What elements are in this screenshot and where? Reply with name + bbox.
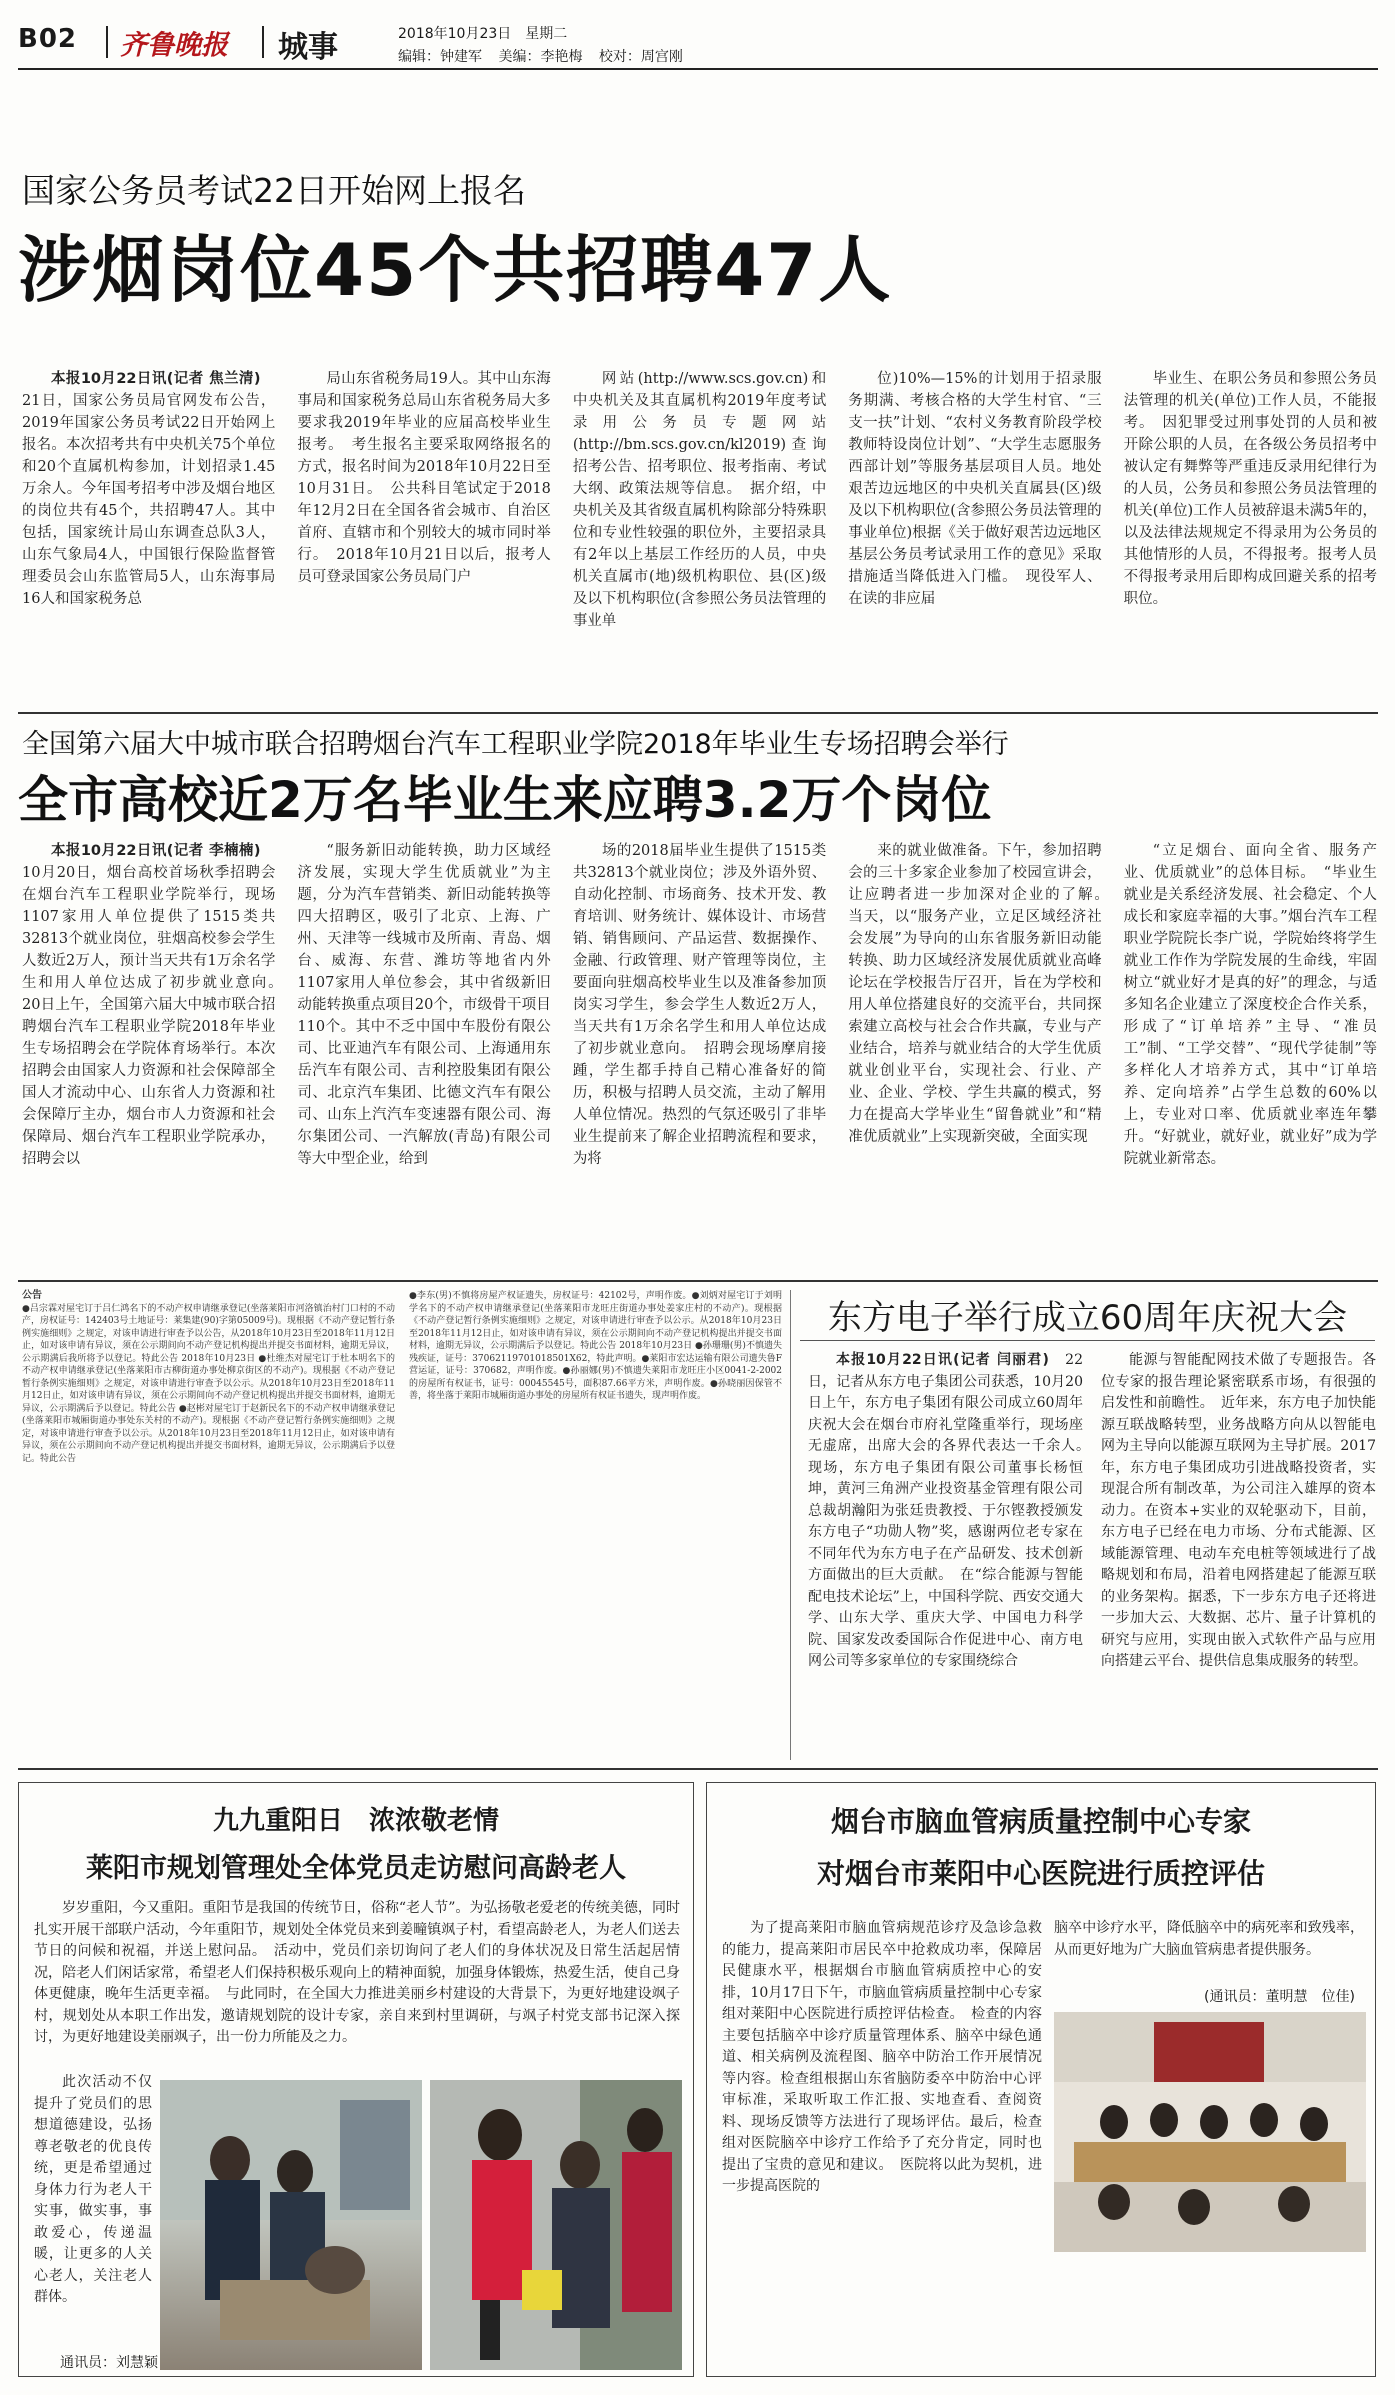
story3-column: 能源与智能配网技术做了专题报告。各位专家的报告理论紧密联系市场，有很强的启发性和前瞻性。 近年来，东方电子加快能源互联战略转型，业务战略方向从以智能电网为主导向以能源互联网为主导扩展。2017年，东方电子集团成功引进战略投资者，实现混合所有制改革，为公司注入雄厚的资本动力。在资本+实业的双轮驱动下，目前，东方电子已经在电力市场、分布式能源、区域能源管理、电动车充电桩等领域进行了战略规划和布局，沿着电网搭建起了能源互联的业务架构。据悉，下一步东方电子还将进一步加大云、大数据、芯片、量子计算机的研究与应用，实现由嵌入式软件产品与应用向搭建云平台、提供信息集成服务的转型。: [1101, 1352, 1376, 1669]
photo-elderly-visit-1-art: [160, 2080, 422, 2370]
story1-body: [22, 368, 1377, 704]
story4-body: [34, 1898, 680, 2070]
story4-paragraph: 此次活动不仅提升了党员们的思想道德建设，弘扬尊老敬老的优良传统，更是希望通过身体力行为老人干实事，做实事，事敢爱心，传递温暖，让更多的人关心老人，关注老人群体。: [34, 2074, 152, 2305]
notice-column: [22, 1290, 395, 1760]
column-divider: [790, 1290, 791, 1760]
story4-paragraph: 岁岁重阳，今又重阳。重阳节是我国的传统节日，俗称“老人节”。为弘扬敬老爱老的传统美德，同时扎实开展干部联户活动，今年重阳节，规划处全体党员来到姜疃镇飒子村，看望高龄老人，为老人们送去节日的问候和祝福，并送上慰问品。 活动中，党员们亲切询问了老人们的身体状况及日常生活起居情况，陪老人们闲话家常，希望老人们保持积极乐观向上的精神面貌，加强身体锻炼，热爱生活，使自己身体更健康，晚年生活更幸福。 与此同时，在全国大力推进美丽乡村建设的大背景下，为更好地建设飒子村，规划处从本职工作出发，邀请规划院的设计专家，亲自来到村里调研，与飒子村党支部书记深入探讨，为更好地建设美丽飒子，出一份力所能及之力。: [34, 1900, 680, 2045]
notices-block: [22, 1290, 782, 1760]
divider: [262, 26, 264, 58]
story2-column: “服务新旧动能转换，助力区域经济发展，实现大学生优质就业”为主题，分为汽车营销类、新旧动能转换等四大招聘区，吸引了北京、上海、广州、天津等一线城市及所南、青岛、烟台、威海、东营、潍坊等地省内外1107家用人单位参会，其中省级新旧动能转换重点项目20个，市级骨干项目110个。其中不乏中国中车股份有限公司、比亚迪汽车有限公司、上海通用东岳汽车有限公司、吉利控股集团有限公司、北京汽车集团、比德文汽车有限公司、山东上汽汽车变速器有限公司、海尔集团公司、一汽解放(青岛)有限公司等大中型企业，给到: [297, 843, 551, 1167]
proofreader: 校对：周宫刚: [598, 49, 683, 65]
story1-column: 局山东省税务局19人。其中山东海事局和国家税务总局山东省税务局大多要求我2019年毕业的应届高校毕业生报考。 考生报名主要采取网络报名的方式，报名时间为2018年10月22日至10月31日。 公共科目笔试定于2018年12月2日在全国各省会城市、自治区首府、直辖市和个别较大的城市同时举行。 2018年10月21日以后，报考人员可登录国家公务员局门户: [297, 371, 551, 585]
story5-paragraph: 脑卒中诊疗水平，降低脑卒中的病死率和致残率，从而更好地为广大脑血管病患者提供服务。: [1054, 1920, 1364, 1958]
story5-headline-line2: 对烟台市莱阳中心医院进行质控评估: [816, 1857, 1265, 1890]
story2-headline: 全市高校近2万名毕业生来应聘3.2万个岗位: [18, 771, 992, 829]
paper-logo: 齐鲁晚报: [120, 30, 228, 61]
story3-body: [808, 1350, 1376, 1760]
story1-column: 位)10%—15%的计划用于招录服务期满、考核合格的大学生村官、“三支一扶”计划、“农村义务教育阶段学校教师特设岗位计划”、“大学生志愿服务西部计划”等服务基层项目人员。地处艰苦边远地区的中央机关直属县(区)级及以下机构职位(含参照公务员法管理的事业单位)根据《关于做好艰苦边远地区基层公务员考试录用工作的意见》采取措施适当降低进入门槛。 现役军人、在读的非应届: [848, 371, 1102, 607]
story2-kicker: 全国第六届大中城市联合招聘烟台汽车工程职业学院2018年毕业生专场招聘会举行: [22, 729, 1009, 760]
story4-kicker: 九九重阳日 浓浓敬老情: [212, 1806, 499, 1836]
story1-headline: 涉烟岗位45个共招聘47人: [18, 228, 893, 312]
divider: [106, 26, 108, 58]
story5-body: [722, 1918, 1042, 2370]
section-divider: [18, 712, 1378, 714]
photo-elderly-visit-1: [160, 2080, 422, 2370]
story2-column: 来的就业做准备。下午，参加招聘会的三十多家企业参加了校园宣讲会，让应聘者进一步加深对企业的了解。 当天，以“服务产业，立足区域经济社会发展”为导向的山东省服务新旧动能转换、助力区域经济发展优质就业高峰论坛在学校报告厅召开，旨在为学校和用人单位搭建良好的交流平台，共同探索建立高校与社会合作共赢，专业与产业结合，培养与就业结合的大学生优质就业创业平台，实现社会、行业、产业、企业、学校、学生共赢的模式，努力在提高大学毕业生“留鲁就业”和“精准优质就业”上实现新突破，全面实现: [848, 843, 1117, 1145]
photo-elderly-visit-2-art: [430, 2080, 682, 2370]
story1-column: 毕业生、在职公务员和参照公务员法管理的机关(单位)工作人员，不能报考。 因犯罪受过刑事处罚的人员和被开除公职的人员，在各级公务员招考中被认定有舞弊等严重违反录用纪律行为的人员，公务员和参照公务员法管理的机关(单位)工作人员被辞退未满5年的，以及法律法规规定不得录用为公务员的其他情形的人员，不得报考。报考人员不得报考录用后即构成回避关系的招考职位。: [1123, 371, 1378, 607]
story2-column: 本报10月22日讯(记者 李楠楠) 10月20日，烟台高校首场秋季招聘会在烟台汽车工程职业学院举行，现场1107家用人单位提供了1515类共32813个就业岗位，驻烟高校参会学生人数近2万人，预计当天共有1万余名学生和用人单位达成了初步就业意向。 20日上午，全国第六届大中城市联合招聘烟台汽车工程职业学院2018年毕业生专场招聘会在学院体育场举行。本次招聘会由国家人力资源和社会保障部全国人才流动中心、山东省人力资源和社会保障厅主办，烟台市人力资源和社会保障局、烟台汽车工程职业学院承办，招聘会以: [22, 843, 290, 1167]
story4-credit: 通讯员：刘慧颖: [60, 2355, 158, 2371]
page-number: B02: [18, 24, 77, 54]
notices-title: 公告: [22, 1290, 42, 1301]
photo-elderly-visit-2: [430, 2080, 682, 2370]
section-title: 城事: [278, 30, 338, 65]
story3-column: 本报10月22日讯(记者 闫丽君) 22日，记者从东方电子集团公司获悉，10月20日上午，东方电子集团有限公司成立60周年庆祝大会在烟台市府礼堂隆重举行，现场座无虚席，出席大会的各界代表达一千余人。 现场，东方电子集团有限公司董事长杨恒坤，黄河三角洲产业投资基金管理有限公司总裁胡瀚阳为张廷贵教授、于尔铿教授颁发东方电子“功勋人物”奖，感谢两位老专家在不同年代为东方电子在产品研发、技术创新方面做出的巨大贡献。 在“综合能源与智能配电技术论坛”上，中国科学院、西安交通大学、山东大学、重庆大学、中国电力科学院、国家发改委国际合作促进中心、南方电网公司等多家单位的专家围绕综合: [808, 1352, 1097, 1669]
designer: 美编：李艳梅: [498, 49, 583, 65]
section-divider: [18, 1768, 1378, 1770]
rule: [800, 1340, 1375, 1341]
notice-column: [409, 1290, 782, 1760]
story5-body-right: [1054, 1918, 1364, 1984]
story3-headline: 东方电子举行成立60周年庆祝大会: [827, 1298, 1348, 1338]
photo-hospital-meeting: [1054, 2012, 1366, 2252]
masthead: [18, 18, 1378, 70]
story5-paragraph: 为了提高莱阳市脑血管病规范诊疗及急诊急救的能力，提高莱阳市居民卒中抢救成功率，保障居民健康水平，根据烟台市脑血管病质控中心的安排，10月17日下午，市脑血管病质量控制中心专家组对莱阳中心医院进行质控评估检查。 检查的内容主要包括脑卒中诊疗质量管理体系、脑卒中绿色通道、相关病例及流程图、脑卒中防治工作开展情况等内容。检查组根据山东省脑防委卒中防治中心评审标准，采取听取工作汇报、实地查看、查阅资料、现场反馈等方法进行了现场评估。最后，检查组对医院脑卒中诊疗工作给予了充分肯定，同时也提出了宝贵的意见和建议。 医院将以此为契机，进一步提高医院的: [722, 1920, 1042, 2194]
story2-column: 场的2018届毕业生提供了1515类共32813个就业岗位；涉及外语外贸、自动化控制、市场商务、技术开发、教育培训、财务统计、媒体设计、市场营销、销售顾问、产品运营、数据操作、金融、行政管理、财产管理等岗位，主要面向驻烟高校毕业生以及准备参加顶岗实习学生，参会学生人数近2万人，当天共有1万余名学生和用人单位达成了初步就业意向。 招聘会现场摩肩接踵，学生都手持自己精心准备好的简历，积极与招聘人员交流，主动了解用人单位情况。热烈的气氛还吸引了非毕业生提前来了解企业招聘流程和要求，为将: [572, 843, 827, 1167]
notice-text: ●李东(男)不慎将房屋产权证遗失，房权证号：42102号，声明作废。●刘炳对屋宅订于刘明学名下的不动产权申请继承登记(坐落莱阳市龙旺庄街道办事处姜家庄村的不动产)。现根据《不动产登记暂行条例实施细则》之规定，对该申请进行审查予以公示。从2018年10月23日至2018年11月12日止，如对该申请有异议，须在公示期间向不动产登记机构提出并提交书面材料，逾期无异议，公示期满后予以登记。特此公告 2018年10月23日 ●孙珊珊(男)不慎遗失残疾证，证号：37062119701018501X62，特此声明。●莱阳市宏达运输有限公司遗失鲁F营运证，证号：370682，声明作废。●孙丽娜(男)不慎遗失莱阳市龙旺庄小区0041-2-2002的房屋所有权证书，证号：00045545号，面积87.66平方米，声明作废。●孙晓丽因保管不善，将坐落于莱阳市城厢街道办事处的房屋所有权证书遗失，现声明作废。: [409, 1291, 782, 1401]
story1-column: 网站(http://www.scs.gov.cn)和中央机关及其直属机构2019年度考试录用公务员专题网站(http://bm.scs.gov.cn/kl2019)查询招考公告、招考职位、报考指南、考试大纲、政策法规等信息。 据介绍，中央机关及其省级直属机构除部分特殊职位和专业性较强的职位外，主要招录具有2年以上基层工作经历的人员，中央机关直属市(地)级机构职位、县(区)级及以下机构职位(含参照公务员法管理的事业单: [572, 371, 827, 629]
story5-credit: (通讯员：董明慧 位佳): [1204, 1989, 1355, 2005]
story1-kicker: 国家公务员考试22日开始网上报名: [22, 171, 526, 210]
editor-credits: [398, 46, 695, 66]
story4-sidebar-text: [34, 2072, 152, 2352]
story2-body: [22, 840, 1377, 1272]
story5-headline-line1: 烟台市脑血管病质量控制中心专家: [830, 1805, 1251, 1838]
photo-hospital-meeting-art: [1054, 2012, 1366, 2252]
issue-date: 2018年10月23日 星期二: [398, 26, 568, 42]
story2-column: “立足烟台、面向全省、服务产业、优质就业”的总体目标。 “毕业生就业是关系经济发展、社会稳定、个人成长和家庭幸福的大事。”烟台汽车工程职业学院院长李广说，学院始终将学生就业工作作为学院发展的生命线，牢固树立“就业好才是真的好”的理念，与适多知名企业建立了深度校企合作关系，形成了“订单培养”主导、“准员工”制、“工学交替”、“现代学徒制”等多样化人才培养方式，其中“订单培养、定向培养”占学生总数的60%以上，专业对口率、优质就业率连年攀升。“好就业，就好业，就业好”成为学院就业新常态。: [1123, 843, 1378, 1167]
editor: 编辑：钟建军: [398, 49, 482, 65]
story4-headline: 莱阳市规划管理处全体党员走访慰问高龄老人: [86, 1853, 626, 1884]
section-divider: [18, 1280, 1378, 1282]
story1-column: 本报10月22日讯(记者 焦兰清) 21日，国家公务员局官网发布公告，2019年国家公务员考试22日开始网上报名。本次招考共有中央机关75个单位和20个直属机构参加，计划招录1.45万余人。今年国考招考中涉及烟台地区的岗位共有45个，共招聘47人。其中包括，国家统计局山东调查总队3人，山东气象局4人，中国银行保险监督管理委员会山东监管局5人，山东海事局16人和国家税务总: [22, 371, 276, 607]
notice-text: ●吕宗霖对屋宅订于吕仁鸿名下的不动产权申请继承登记(坐落莱阳市河洛镇治村门口村的不动产，房权证号：142403号土地证号：莱集建(90)字第05009号)。现根据《不动产登记暂行条例实施细则》之规定，对该申请进行审查予以公告，从2018年10月23日至2018年11月12日止，如对该申请有异议，须在公示期间向不动产登记机构提出并提交书面材料，逾期无异议，公示期满后我所将予以登记。特此公告 2018年10月23日 ●杜维杰对屋宅订于杜本明名下的不动产权申请继承登记(坐落莱阳市古柳街道办事处柳京街区的不动产)。现根据《不动产登记暂行条例实施细则》之规定，对该申请进行审查予以公示。从2018年10月23日至2018年11月12日止，如对该申请有异议，须在公示期间向不动产登记机构提出并提交书面材料，逾期无异议，公示期满后予以登记。特此公告 ●赵彬对屋宅订于赵新民名下的不动产权申请继承登记(坐落莱阳市城厢街道办事处东关村的不动产)。现根据《不动产登记暂行条例实施细则》之规定，对该申请进行审查予以公示。从2018年10月23日至2018年11月12日止，如对该申请有异议，须在公示期间向不动产登记机构提出并提交书面材料，逾期无异议，公示期满后予以登记。特此公告: [22, 1303, 395, 1464]
